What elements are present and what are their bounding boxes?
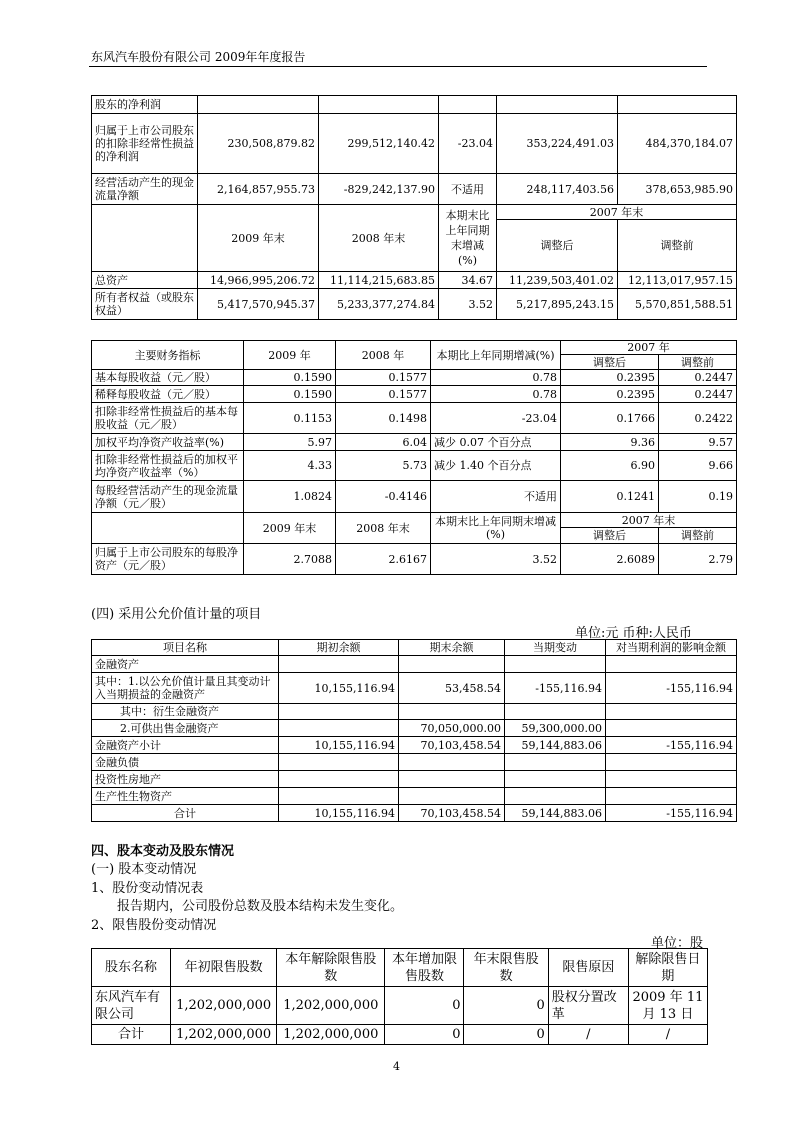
table-cell (439, 96, 497, 114)
column-header: 解除限售日期 (628, 949, 707, 987)
subsection-title: 1、股份变动情况表 (91, 881, 204, 896)
column-header: 年末限售股数 (464, 949, 548, 987)
table-cell: 合计 (92, 1025, 171, 1045)
table-header-row (92, 513, 737, 528)
subsection-title: 2、限售股份变动情况 (91, 918, 217, 933)
table-row (92, 720, 737, 737)
table-cell: 0.2395 (561, 386, 659, 403)
column-header: 调整后 (497, 220, 618, 272)
table-cell: 0.1766 (561, 403, 659, 434)
table-cell: 1,202,000,000 (171, 1025, 277, 1045)
table-cell: 0.2447 (659, 386, 737, 403)
table-cell: 0.78 (431, 386, 561, 403)
column-header: 主要财务指标 (92, 341, 244, 370)
table-cell: 2.79 (659, 544, 737, 575)
table-cell (606, 656, 737, 673)
table-cell: 6.04 (336, 434, 431, 451)
table-cell (279, 754, 399, 771)
paragraph: 报告期内，公司股份总数及股本结构未发生变化。 (117, 899, 404, 914)
table-cell (279, 720, 399, 737)
column-header: 调整后 (561, 355, 659, 370)
table-row (92, 805, 737, 822)
header-rule (89, 66, 707, 67)
row-label: 每股经营活动产生的现金流量净额（元／股） (92, 481, 244, 513)
column-header: 调整前 (618, 220, 737, 272)
table-cell: 0.78 (431, 370, 561, 386)
table-cell (505, 656, 606, 673)
table-cell: 5,217,895,243.15 (497, 289, 618, 320)
column-header: 对当期利润的影响金额 (606, 640, 737, 656)
table-cell: 70,103,458.54 (399, 737, 505, 754)
table-cell: 减少 1.40 个百分点 (431, 451, 561, 481)
column-header: 期末余额 (399, 640, 505, 656)
table-cell: 0.1153 (244, 403, 336, 434)
row-label: 加权平均净资产收益率(%) (92, 434, 244, 451)
table-row (92, 754, 737, 771)
column-header: 2009 年 (244, 341, 336, 370)
fair-value-table (91, 639, 737, 822)
table-cell: 0 (385, 987, 464, 1025)
table-cell: 9.36 (561, 434, 659, 451)
row-label: 生产性生物资产 (92, 788, 279, 805)
table-cell: -155,116.94 (505, 673, 606, 704)
row-label: 股东的净利润 (92, 96, 198, 114)
table-row (92, 656, 737, 673)
table-cell: 59,300,000.00 (505, 720, 606, 737)
table-cell: 0.1577 (336, 370, 431, 386)
column-header: 期初余额 (279, 640, 399, 656)
table-cell (92, 513, 244, 544)
table-row (92, 673, 737, 704)
table-cell: 230,508,879.82 (198, 114, 319, 174)
row-label: 金融资产小计 (92, 737, 279, 754)
table-cell: 11,114,215,683.85 (319, 272, 439, 289)
table-cell: -829,242,137.90 (319, 174, 439, 205)
row-label: 稀释每股收益（元／股） (92, 386, 244, 403)
table-cell: 0.1498 (336, 403, 431, 434)
table-cell: 34.67 (439, 272, 497, 289)
table-cell: 248,117,403.56 (497, 174, 618, 205)
table-cell (606, 720, 737, 737)
table-header-row (92, 949, 708, 987)
table-cell (399, 656, 505, 673)
unit-label: 单位:元 币种:人民币 (575, 626, 692, 641)
row-label: 总资产 (92, 272, 198, 289)
column-header: 本期末比上年同期末增减(%) (439, 205, 497, 272)
table-cell: 2.6089 (561, 544, 659, 575)
table-cell (618, 96, 737, 114)
table-row (92, 1025, 708, 1045)
column-header: 2008 年末 (336, 513, 431, 544)
table-cell: 2.6167 (336, 544, 431, 575)
column-header: 年初限售股数 (171, 949, 277, 987)
row-label: 扣除非经常性损益后的加权平均净资产收益率（%） (92, 451, 244, 481)
column-header: 2009 年末 (244, 513, 336, 544)
table-row (92, 987, 708, 1025)
table-cell: 14,966,995,206.72 (198, 272, 319, 289)
table-row (92, 788, 737, 805)
table-cell (399, 788, 505, 805)
row-label: 所有者权益（或股东权益） (92, 289, 198, 320)
table-cell (505, 771, 606, 788)
table-cell (606, 754, 737, 771)
table-cell: -0.4146 (336, 481, 431, 513)
row-label: 合计 (92, 805, 279, 822)
table-cell: 1,202,000,000 (171, 987, 277, 1025)
table-cell: 70,050,000.00 (399, 720, 505, 737)
table-cell: -155,116.94 (606, 805, 737, 822)
unit-label: 单位：股 (651, 936, 704, 951)
table-cell: 12,113,017,957.15 (618, 272, 737, 289)
table-header-row (92, 205, 737, 220)
table-header-row (92, 640, 737, 656)
table-cell: -155,116.94 (606, 737, 737, 754)
table-cell: / (628, 1025, 707, 1045)
table-cell: 59,144,883.06 (505, 737, 606, 754)
table-cell: 10,155,116.94 (279, 737, 399, 754)
table-cell (399, 754, 505, 771)
row-label: 其中：衍生金融资产 (92, 704, 279, 720)
column-header: 2008 年 (336, 341, 431, 370)
table-cell: 299,512,140.42 (319, 114, 439, 174)
table-cell: 9.66 (659, 451, 737, 481)
table-row (92, 96, 737, 114)
row-label: 经营活动产生的现金流量净额 (92, 174, 198, 205)
table-cell (319, 96, 439, 114)
table-row (92, 481, 737, 513)
column-header: 项目名称 (92, 640, 279, 656)
column-header: 2007 年 (561, 341, 737, 355)
table-row (92, 737, 737, 754)
table-cell: 5.97 (244, 434, 336, 451)
table-row (92, 451, 737, 481)
column-header: 本年解除限售股数 (277, 949, 385, 987)
table-cell (505, 754, 606, 771)
table-cell (497, 96, 618, 114)
table-cell: 353,224,491.03 (497, 114, 618, 174)
row-label: 其中：1.以公允价值计量且其变动计入当期损益的金融资产 (92, 673, 279, 704)
column-header: 2007 年末 (561, 513, 737, 528)
table-cell (399, 704, 505, 720)
financial-indicators-table (91, 340, 737, 575)
column-header: 股东名称 (92, 949, 171, 987)
table-cell: 0.19 (659, 481, 737, 513)
table-cell: 0.1577 (336, 386, 431, 403)
restricted-shares-table (91, 948, 708, 1045)
table-row (92, 403, 737, 434)
table-cell: 4.33 (244, 451, 336, 481)
table-row (92, 386, 737, 403)
table-cell: 5,417,570,945.37 (198, 289, 319, 320)
table-cell: 减少 0.07 个百分点 (431, 434, 561, 451)
table-row (92, 114, 737, 174)
table-cell: 53,458.54 (399, 673, 505, 704)
table-cell (198, 96, 319, 114)
table-cell: 0.2395 (561, 370, 659, 386)
column-header: 调整前 (659, 528, 737, 544)
table-cell (92, 205, 198, 272)
table-row (92, 370, 737, 386)
table-cell: / (548, 1025, 628, 1045)
table-cell: 1.0824 (244, 481, 336, 513)
table-row (92, 434, 737, 451)
table-cell: -23.04 (431, 403, 561, 434)
row-label: 扣除非经常性损益后的基本每股收益（元／股） (92, 403, 244, 434)
column-header: 本期比上年同期增减(%) (431, 341, 561, 370)
table-row (92, 289, 737, 320)
column-header: 本期末比上年同期末增减(%) (431, 513, 561, 544)
table-row (92, 174, 737, 205)
table-cell (279, 788, 399, 805)
table-cell: 378,653,985.90 (618, 174, 737, 205)
column-header: 调整后 (561, 528, 659, 544)
table-cell: 0.1590 (244, 386, 336, 403)
table-cell: 股权分置改革 (548, 987, 628, 1025)
row-label: 金融资产 (92, 656, 279, 673)
table-row (92, 771, 737, 788)
column-header: 限售原因 (548, 949, 628, 987)
subsection-title: (一) 股本变动情况 (91, 862, 197, 877)
table-cell: 0 (464, 1025, 548, 1045)
row-label: 金融负债 (92, 754, 279, 771)
row-label: 归属于上市公司股东的每股净资产（元／股） (92, 544, 244, 575)
table-cell: 0.1590 (244, 370, 336, 386)
table-cell: 5,570,851,588.51 (618, 289, 737, 320)
table-cell (279, 656, 399, 673)
table-cell: 10,155,116.94 (279, 805, 399, 822)
table-cell (279, 704, 399, 720)
table-header-row (92, 341, 737, 355)
table-cell: 0.2447 (659, 370, 737, 386)
table-cell: 10,155,116.94 (279, 673, 399, 704)
table-cell: 0 (464, 987, 548, 1025)
table-cell: -23.04 (439, 114, 497, 174)
table-cell: 东风汽车有限公司 (92, 987, 171, 1025)
table-cell: 70,103,458.54 (399, 805, 505, 822)
table-cell (606, 704, 737, 720)
table-row (92, 704, 737, 720)
table-cell: 2009 年 11 月 13 日 (628, 987, 707, 1025)
table-cell: 0.1241 (561, 481, 659, 513)
table-row (92, 272, 737, 289)
table-cell: 5,233,377,274.84 (319, 289, 439, 320)
page-number: 4 (393, 1060, 400, 1073)
table-cell (606, 788, 737, 805)
table-row (92, 544, 737, 575)
table-cell (505, 788, 606, 805)
table-cell: 不适用 (439, 174, 497, 205)
row-label: 基本每股收益（元／股） (92, 370, 244, 386)
column-header: 调整前 (659, 355, 737, 370)
column-header: 本年增加限售股数 (385, 949, 464, 987)
table-cell: -155,116.94 (606, 673, 737, 704)
row-label: 2.可供出售金融资产 (92, 720, 279, 737)
table-cell: 484,370,184.07 (618, 114, 737, 174)
section-title-fair-value: (四) 采用公允价值计量的项目 (91, 607, 262, 622)
page-header-title: 东风汽车股份有限公司 2009年年度报告 (91, 50, 306, 64)
table-cell (505, 704, 606, 720)
table-cell (606, 771, 737, 788)
table-cell: 6.90 (561, 451, 659, 481)
row-label: 归属于上市公司股东的扣除非经常性损益的净利润 (92, 114, 198, 174)
table-cell: 9.57 (659, 434, 737, 451)
column-header: 2008 年末 (319, 205, 439, 272)
table-cell (279, 771, 399, 788)
row-label: 投资性房地产 (92, 771, 279, 788)
table-cell: 1,202,000,000 (277, 987, 385, 1025)
table-cell (399, 771, 505, 788)
table-cell: 1,202,000,000 (277, 1025, 385, 1045)
table-cell: 59,144,883.06 (505, 805, 606, 822)
financial-data-table-1 (91, 95, 737, 320)
table-cell: 2.7088 (244, 544, 336, 575)
table-cell: 0.2422 (659, 403, 737, 434)
table-cell: 0 (385, 1025, 464, 1045)
table-cell: 11,239,503,401.02 (497, 272, 618, 289)
table-cell: 2,164,857,955.73 (198, 174, 319, 205)
table-cell: 5.73 (336, 451, 431, 481)
table-cell: 3.52 (439, 289, 497, 320)
column-header: 2009 年末 (198, 205, 319, 272)
table-cell: 3.52 (431, 544, 561, 575)
section-title-share-capital: 四、股本变动及股东情况 (91, 844, 235, 859)
column-header: 2007 年末 (497, 205, 737, 220)
column-header: 当期变动 (505, 640, 606, 656)
table-cell: 不适用 (431, 481, 561, 513)
